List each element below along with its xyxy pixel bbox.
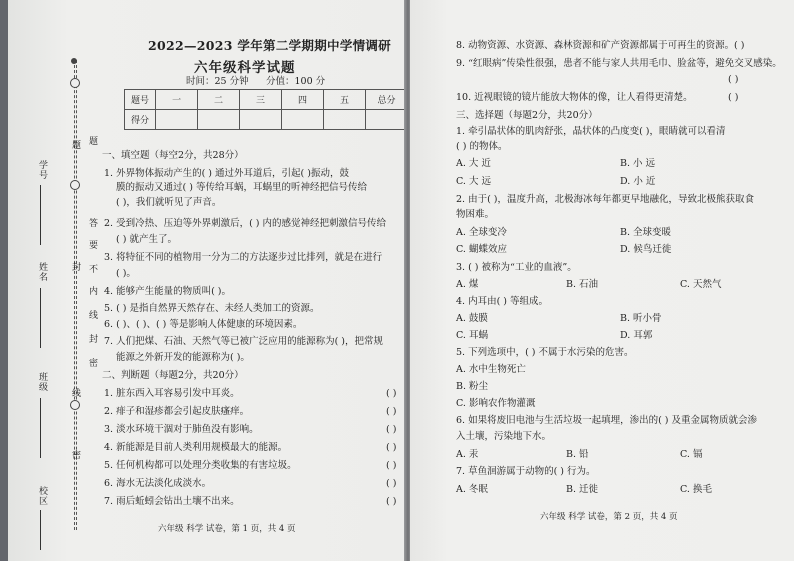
choice-option: A. 冬眠 — [456, 484, 488, 495]
section-heading-true-false: 二、判断题（每题2分，共20分） — [102, 370, 244, 381]
choice-option: C. 耳蜗 — [456, 330, 488, 341]
binding-mark-feng-left: 封 — [70, 262, 80, 272]
exam-page-2 — [410, 0, 794, 561]
exam-title: 2022—2023 学年第二学期期中学情调研 — [148, 38, 392, 53]
section-heading-fill-blank: 一、填空题（每空2分，共28分） — [102, 150, 244, 161]
fill-blank-line: 5. ( ) 是指自然界天然存在、未经人类加工的资源。 — [104, 303, 320, 314]
fill-blank-line: 7. 人们把煤、石油、天然气等已被广泛应用的能源称为( )，把常规 — [104, 336, 384, 347]
true-false-item: 5. 任何机构都可以处理分类收集的有害垃圾。 — [104, 460, 297, 471]
binding-mark-mi: 密 — [87, 358, 97, 368]
choice-option: A. 全球变冷 — [456, 227, 507, 238]
score-cell — [366, 110, 408, 130]
choice-option: A. 大 近 — [456, 158, 491, 169]
binding-mark-ti: 题 — [70, 140, 80, 150]
choice-question-stem: 物困难。 — [456, 209, 495, 220]
fill-blank-line: 2. 受到冷热、压迫等外界刺激后，( ) 内的感觉神经把刺激信号传给 — [104, 218, 387, 229]
fill-blank-line: 1. 外界物体振动产生的( ) 通过外耳道后，引起( )振动，鼓 — [104, 168, 349, 179]
binding-hole — [70, 78, 80, 88]
fill-blank-line: ( )，我们就听见了声音。 — [116, 197, 222, 208]
score-header-cell: 四 — [282, 90, 324, 110]
choice-option: B. 小 远 — [620, 158, 656, 169]
choice-option: C. 影响农作物灌溉 — [456, 398, 536, 409]
score-header-cell: 一 — [156, 90, 198, 110]
background-edge — [0, 0, 8, 561]
binding-mark-feng: 封 — [87, 334, 97, 344]
choice-option: C. 天然气 — [680, 279, 722, 290]
binding-mark-xian-left: 线 — [70, 388, 80, 398]
choice-option: B. 全球变暖 — [620, 227, 672, 238]
choice-option: D. 耳郭 — [620, 330, 653, 341]
fill-blank-line: 6. ( )、( )、( ) 等是影响人体健康的环境因素。 — [104, 319, 303, 330]
fill-blank-line: ( )。 — [116, 268, 136, 279]
choice-question-stem: 2. 由于( )，温度升高，北极海冰每年都更早地融化，导致北极熊获取食 — [456, 194, 755, 205]
true-false-item: 7. 雨后蚯蚓会钻出土壤不出来。 — [104, 496, 240, 507]
student-name-label: 姓名 — [37, 262, 47, 282]
exam-time: 时间：25 分钟 — [186, 76, 249, 87]
answer-bracket: ( ) — [386, 388, 397, 399]
true-false-item: 4. 新能源是目前人类利用规模最大的能源。 — [104, 442, 288, 453]
fill-blank-line: 膜的振动又通过( ) 等传给耳蜗，耳蜗里的听神经把信号传给 — [116, 182, 367, 193]
choice-option: B. 粉尘 — [456, 381, 489, 392]
choice-option: B. 石油 — [566, 279, 599, 290]
choice-option: C. 大 远 — [456, 176, 491, 187]
score-header-cell: 题号 — [125, 90, 156, 110]
choice-question-stem: ( ) 的物体。 — [456, 141, 508, 152]
exam-score: 分值：100 分 — [266, 76, 326, 87]
exam-subtitle: 六年级科学试题 — [194, 60, 296, 76]
answer-bracket: ( ) — [386, 460, 397, 471]
choice-option: A. 汞 — [456, 449, 479, 460]
choice-question-stem: 1. 牵引晶状体的肌肉舒张，晶状体的凸度变( )，眼睛就可以看清 — [456, 126, 726, 137]
true-false-item: 9. “红眼病”传染性很强，患者不能与家人共用毛巾、脸盆等，避免交叉感染。 — [456, 58, 782, 69]
section-heading-choice: 三、选择题（每题2分，共20分） — [456, 110, 598, 121]
choice-option: A. 煤 — [456, 279, 479, 290]
student-id-line — [40, 185, 41, 245]
page-footer: 六年级 科学 试卷，第 1 页，共 4 页 — [158, 524, 296, 534]
score-table — [124, 89, 408, 130]
score-header-cell: 总分 — [366, 90, 408, 110]
binding-mark-mi-left: 密 — [70, 450, 80, 460]
binding-mark-da: 答 — [87, 218, 97, 228]
answer-bracket: ( ) — [734, 40, 745, 51]
answer-bracket: ( ) — [728, 92, 739, 103]
answer-bracket: ( ) — [386, 406, 397, 417]
fill-blank-line: ( ) 就产生了。 — [116, 234, 177, 245]
choice-option: D. 候鸟迁徙 — [620, 244, 672, 255]
choice-question-stem: 入土壤，污染地下水。 — [456, 431, 552, 442]
score-row-label: 得分 — [125, 110, 156, 130]
answer-bracket: ( ) — [386, 442, 397, 453]
choice-option: C. 蝴蝶效应 — [456, 244, 507, 255]
student-name-line — [40, 288, 41, 348]
score-header-cell: 三 — [240, 90, 282, 110]
true-false-item: 1. 脏东西入耳容易引发中耳炎。 — [104, 388, 240, 399]
score-header-cell: 二 — [198, 90, 240, 110]
score-cell — [282, 110, 324, 130]
score-table-score-row — [125, 110, 408, 130]
true-false-item: 10. 近视眼镜的镜片能放大物体的像，让人看得更清楚。 — [456, 92, 693, 103]
choice-question-stem: 3. ( ) 被称为“工业的血液”。 — [456, 262, 577, 273]
binding-hole — [70, 180, 80, 190]
choice-option: D. 小 近 — [620, 176, 656, 187]
score-header-cell: 五 — [324, 90, 366, 110]
fill-blank-line: 能源之外新开发的能源称为( )。 — [116, 352, 250, 363]
choice-option: B. 铅 — [566, 449, 589, 460]
binding-mark-nei: 内 — [87, 286, 97, 296]
binding-dot — [71, 58, 77, 64]
campus-label: 校区 — [37, 486, 47, 506]
student-id-label: 学号 — [37, 160, 47, 180]
score-cell — [156, 110, 198, 130]
binding-hole — [70, 400, 80, 410]
choice-option: C. 镉 — [680, 449, 703, 460]
choice-option: A. 鼓膜 — [456, 313, 488, 324]
score-cell — [240, 110, 282, 130]
answer-bracket: ( ) — [728, 74, 739, 85]
choice-question-stem: 7. 草鱼洄游属于动物的( ) 行为。 — [456, 466, 596, 477]
class-label: 班级 — [37, 372, 47, 392]
binding-mark-bu: 不 — [87, 264, 97, 274]
choice-option: A. 水中生物死亡 — [456, 364, 526, 375]
score-cell — [198, 110, 240, 130]
answer-bracket: ( ) — [386, 496, 397, 507]
true-false-item: 8. 动物资源、水资源、森林资源和矿产资源都属于可再生的资源。 — [456, 40, 735, 51]
answer-bracket: ( ) — [386, 478, 397, 489]
true-false-item: 3. 淡水环境干涸对于肺鱼没有影响。 — [104, 424, 259, 435]
choice-question-stem: 5. 下列选项中，( ) 不属于水污染的危害。 — [456, 347, 634, 358]
fill-blank-line: 4. 能够产生能量的物质叫( )。 — [104, 286, 232, 297]
choice-question-stem: 6. 如果将废旧电池与生活垃圾一起填埋，渗出的( ) 及重金属物质就会渗 — [456, 415, 758, 426]
class-line — [40, 398, 41, 458]
choice-option: B. 迁徙 — [566, 484, 599, 495]
choice-option: B. 听小骨 — [620, 313, 662, 324]
answer-bracket: ( ) — [386, 424, 397, 435]
true-false-item: 2. 痱子和湿疹都会引起皮肤瘙痒。 — [104, 406, 250, 417]
score-cell — [324, 110, 366, 130]
campus-line — [40, 510, 41, 550]
choice-question-stem: 4. 内耳由( ) 等组成。 — [456, 296, 549, 307]
binding-mark-xian: 线 — [87, 310, 97, 320]
page-footer: 六年级 科学 试卷，第 2 页，共 4 页 — [540, 512, 678, 522]
choice-option: C. 换毛 — [680, 484, 712, 495]
binding-mark-yao: 要 — [87, 240, 97, 250]
binding-mark-ti-right: 题 — [87, 136, 97, 146]
fill-blank-line: 3. 将特征不同的植物用一分为二的方法逐步过比排列，就是在进行 — [104, 252, 383, 263]
exam-page-1 — [8, 0, 408, 561]
score-table-header-row — [125, 90, 408, 110]
true-false-item: 6. 海水无法淡化成淡水。 — [104, 478, 212, 489]
